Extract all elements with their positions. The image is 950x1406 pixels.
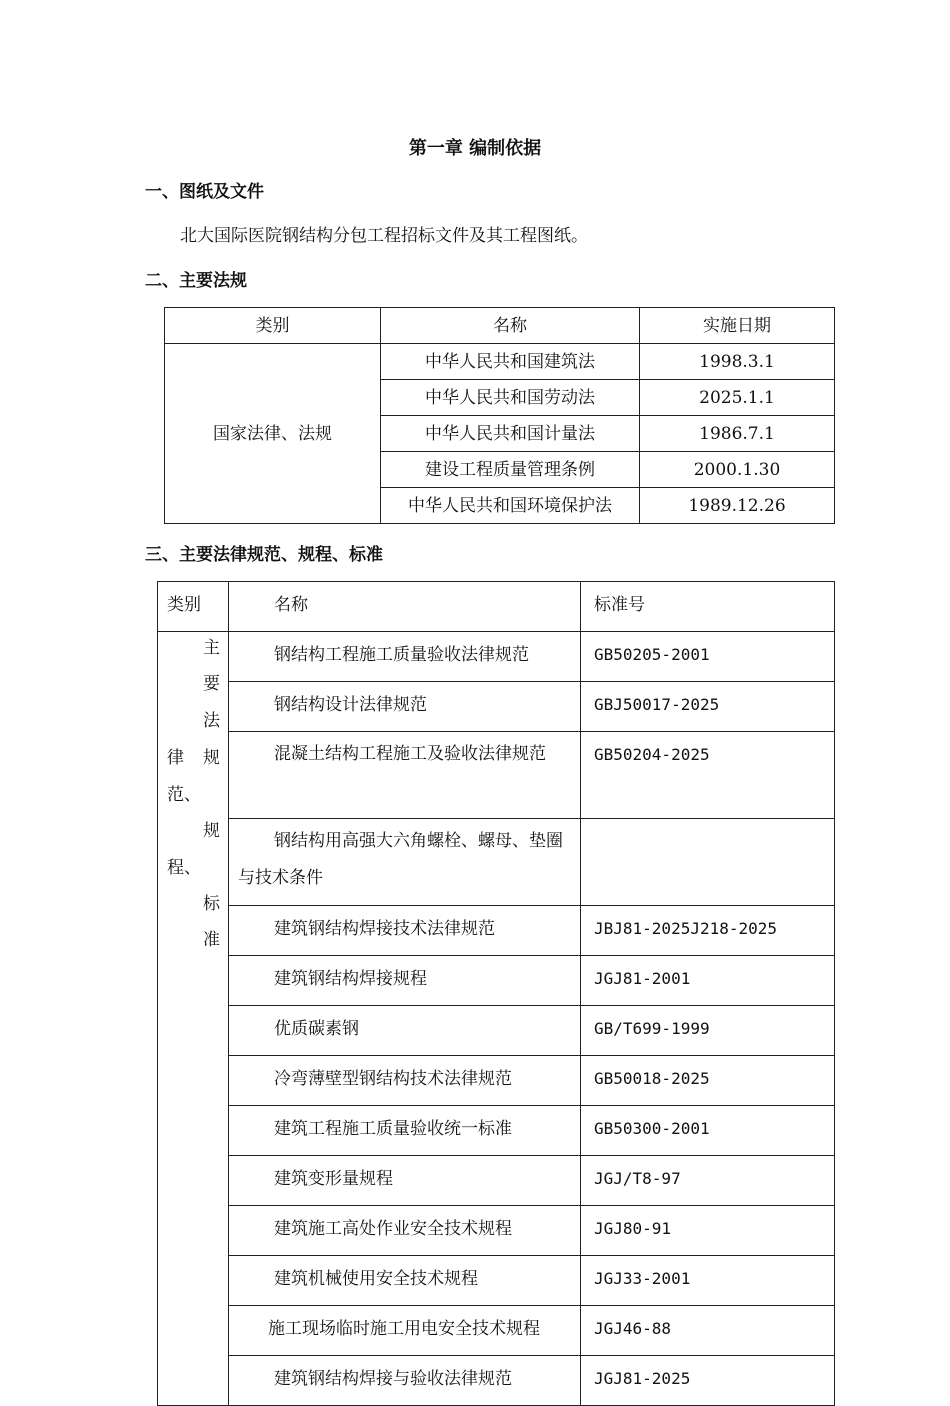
section-drawings-text: 北大国际医院钢结构分包工程招标文件及其工程图纸。 (180, 226, 588, 246)
table-header-row (165, 308, 835, 344)
standard-name: 建筑钢结构焊接技术法律规范 (229, 906, 581, 956)
standard-code: JGJ80-91 (581, 1206, 835, 1256)
standard-name: 施工现场临时施工用电安全技术规程 (229, 1306, 581, 1356)
standard-code: JBJ81-2025J218-2025 (581, 906, 835, 956)
standard-name: 钢结构用高强大六角螺栓、螺母、垫圈与技术条件 (229, 819, 581, 906)
category-char: 法 (203, 711, 220, 731)
category-char: 范、 (167, 785, 201, 805)
table-row (158, 732, 835, 819)
table-row (158, 1356, 835, 1406)
header-category: 类别 (165, 308, 381, 344)
standard-name: 优质碳素钢 (229, 1006, 581, 1056)
table-row (158, 1256, 835, 1306)
standard-code: JGJ46-88 (581, 1306, 835, 1356)
standard-name: 钢结构工程施工质量验收法律规范 (229, 632, 581, 682)
standard-code: GB50205-2001 (581, 632, 835, 682)
standard-name: 建筑钢结构焊接规程 (229, 956, 581, 1006)
standards-table (157, 581, 835, 1406)
standard-code: JGJ33-2001 (581, 1256, 835, 1306)
header-code: 标准号 (581, 582, 835, 632)
standard-code (581, 819, 835, 906)
header-name: 名称 (229, 582, 581, 632)
regulation-date: 2000.1.30 (640, 452, 835, 488)
section-heading-standards: 三、主要法律规范、规程、标准 (145, 545, 383, 565)
standard-name: 钢结构设计法律规范 (229, 682, 581, 732)
header-name: 名称 (381, 308, 640, 344)
standard-name: 建筑施工高处作业安全技术规程 (229, 1206, 581, 1256)
regulation-name: 中华人民共和国劳动法 (381, 380, 640, 416)
table-header-row (158, 582, 835, 632)
category-char: 主 (203, 638, 220, 658)
category-cell: 国家法律、法规 (165, 344, 381, 524)
table-row (158, 1306, 835, 1356)
header-category: 类别 (158, 582, 229, 632)
category-char: 律 (167, 748, 184, 768)
table-row (165, 344, 835, 380)
standard-code: JGJ81-2001 (581, 956, 835, 1006)
table-row (158, 819, 835, 906)
standard-name: 建筑钢结构焊接与验收法律规范 (229, 1356, 581, 1406)
table-row (158, 1056, 835, 1106)
table-row (158, 956, 835, 1006)
standard-code: GB/T699-1999 (581, 1006, 835, 1056)
header-date: 实施日期 (640, 308, 835, 344)
category-char: 程、 (167, 858, 201, 878)
regulation-date: 2025.1.1 (640, 380, 835, 416)
standard-code: JGJ/T8-97 (581, 1156, 835, 1206)
standard-code: JGJ81-2025 (581, 1356, 835, 1406)
standard-name: 建筑工程施工质量验收统一标准 (229, 1106, 581, 1156)
regulation-name: 中华人民共和国计量法 (381, 416, 640, 452)
table-row (158, 1206, 835, 1256)
standard-name: 建筑变形量规程 (229, 1156, 581, 1206)
regulation-name: 中华人民共和国环境保护法 (381, 488, 640, 524)
standard-code: GB50018-2025 (581, 1056, 835, 1106)
category-char: 准 (203, 930, 220, 950)
section-heading-regulations: 二、主要法规 (145, 271, 247, 291)
standard-name: 建筑机械使用安全技术规程 (229, 1256, 581, 1306)
category-cell-vertical (158, 632, 229, 1406)
table-row (158, 1156, 835, 1206)
regulation-name: 建设工程质量管理条例 (381, 452, 640, 488)
standard-code: GB50204-2025 (581, 732, 835, 819)
category-char: 规 (203, 821, 220, 841)
standard-code: GB50300-2001 (581, 1106, 835, 1156)
standard-name: 冷弯薄壁型钢结构技术法律规范 (229, 1056, 581, 1106)
standard-name: 混凝土结构工程施工及验收法律规范 (229, 732, 581, 819)
category-char: 标 (203, 894, 220, 914)
table-row (158, 682, 835, 732)
category-char: 规 (203, 748, 220, 768)
table-row (158, 1006, 835, 1056)
page-title: 第一章 编制依据 (408, 138, 542, 159)
regulation-date: 1986.7.1 (640, 416, 835, 452)
regulations-table (164, 307, 835, 524)
table-row (158, 632, 835, 682)
table-row (158, 906, 835, 956)
regulation-date: 1989.12.26 (640, 488, 835, 524)
regulation-name: 中华人民共和国建筑法 (381, 344, 640, 380)
standard-code: GBJ50017-2025 (581, 682, 835, 732)
table-row (158, 1106, 835, 1156)
section-heading-drawings: 一、图纸及文件 (145, 182, 264, 202)
category-char: 要 (203, 674, 220, 694)
regulation-date: 1998.3.1 (640, 344, 835, 380)
